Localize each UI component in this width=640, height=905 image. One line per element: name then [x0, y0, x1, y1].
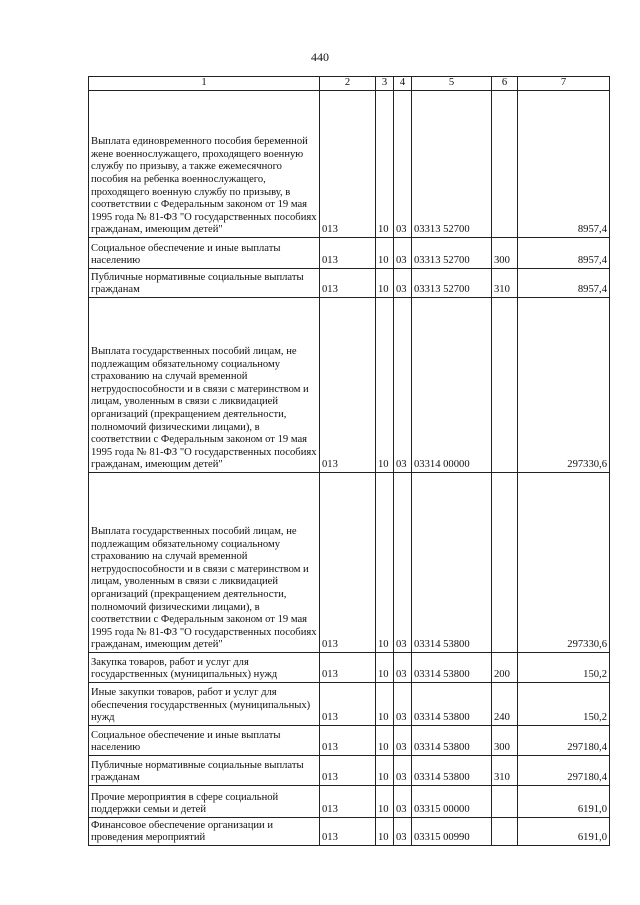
row-target-code: 03314 53800 [412, 683, 492, 726]
col-header-section: 3 [376, 77, 394, 91]
col-header-amount: 7 [518, 77, 610, 91]
row-section-code: 10 [376, 91, 394, 238]
row-subsection-code: 03 [394, 298, 412, 473]
row-section-code: 10 [376, 726, 394, 756]
row-ministry-code: 013 [320, 653, 376, 683]
col-header-target: 5 [412, 77, 492, 91]
row-section-code: 10 [376, 238, 394, 269]
row-ministry-code: 013 [320, 683, 376, 726]
row-subsection-code: 03 [394, 269, 412, 298]
row-name: Социальное обеспечение и иные выплаты населению [89, 726, 320, 756]
row-amount: 297180,4 [518, 726, 610, 756]
row-ministry-code: 013 [320, 786, 376, 818]
row-subsection-code: 03 [394, 726, 412, 756]
row-amount: 6191,0 [518, 786, 610, 818]
row-ministry-code: 013 [320, 91, 376, 238]
row-amount: 150,2 [518, 683, 610, 726]
table-body [89, 91, 610, 846]
row-subsection-code: 03 [394, 756, 412, 786]
row-target-code: 03314 53800 [412, 756, 492, 786]
row-ministry-code: 013 [320, 238, 376, 269]
table-header [89, 77, 610, 91]
row-amount: 150,2 [518, 653, 610, 683]
row-target-code: 03315 00990 [412, 818, 492, 846]
row-amount: 8957,4 [518, 91, 610, 238]
row-ministry-code: 013 [320, 298, 376, 473]
row-name: Выплата единовременного пособия беременной жене военнослужащего, проходящего военную службу по призыву, а также ежемесячного пособия на ребенка военнослужащего, проходящего военную службу по призыву, в соответствии с Федеральным законом от 19 мая 1995 года № 81-ФЗ "О государственных пособиях гражданам, имеющим детей" [89, 91, 320, 238]
row-name: Публичные нормативные социальные выплаты гражданам [89, 269, 320, 298]
row-section-code: 10 [376, 786, 394, 818]
row-expense-type-code [492, 818, 518, 846]
table-row [89, 756, 610, 786]
row-name: Публичные нормативные социальные выплаты гражданам [89, 756, 320, 786]
row-ministry-code: 013 [320, 726, 376, 756]
row-ministry-code: 013 [320, 473, 376, 653]
row-ministry-code: 013 [320, 269, 376, 298]
row-section-code: 10 [376, 683, 394, 726]
row-target-code: 03314 00000 [412, 298, 492, 473]
row-amount: 297330,6 [518, 473, 610, 653]
header-row [89, 77, 610, 91]
col-header-subsection: 4 [394, 77, 412, 91]
row-expense-type-code: 200 [492, 653, 518, 683]
row-amount: 297330,6 [518, 298, 610, 473]
table-row [89, 269, 610, 298]
row-name: Социальное обеспечение и иные выплаты населению [89, 238, 320, 269]
row-section-code: 10 [376, 298, 394, 473]
row-expense-type-code: 240 [492, 683, 518, 726]
row-expense-type-code [492, 473, 518, 653]
row-section-code: 10 [376, 653, 394, 683]
row-name: Финансовое обеспечение организации и проведения мероприятий [89, 818, 320, 846]
col-header-ministry: 2 [320, 77, 376, 91]
row-subsection-code: 03 [394, 653, 412, 683]
table-row [89, 786, 610, 818]
row-name: Выплата государственных пособий лицам, не подлежащим обязательному социальному страхованию на случай временной нетрудоспособности и в связи с материнством и лицам, уволенным в связи с ликвидацией организаций (прекращением деятельности, полномочий физическими лицами), в соответствии с Федеральным законом от 19 мая 1995 года № 81-ФЗ "О государственных пособиях гражданам, имеющим детей" [89, 298, 320, 473]
table-row [89, 238, 610, 269]
row-expense-type-code [492, 298, 518, 473]
row-section-code: 10 [376, 473, 394, 653]
row-section-code: 10 [376, 269, 394, 298]
row-expense-type-code: 300 [492, 238, 518, 269]
row-section-code: 10 [376, 756, 394, 786]
table-row [89, 683, 610, 726]
row-target-code: 03314 53800 [412, 653, 492, 683]
row-subsection-code: 03 [394, 818, 412, 846]
row-name: Иные закупки товаров, работ и услуг для обеспечения государственных (муниципальных) нужд [89, 683, 320, 726]
table-row [89, 818, 610, 846]
budget-table [88, 76, 610, 846]
table-row [89, 298, 610, 473]
row-target-code: 03313 52700 [412, 238, 492, 269]
row-amount: 297180,4 [518, 756, 610, 786]
table-row [89, 653, 610, 683]
row-amount: 8957,4 [518, 238, 610, 269]
row-target-code: 03315 00000 [412, 786, 492, 818]
row-section-code: 10 [376, 818, 394, 846]
col-header-name: 1 [89, 77, 320, 91]
row-subsection-code: 03 [394, 786, 412, 818]
row-target-code: 03314 53800 [412, 726, 492, 756]
row-name: Закупка товаров, работ и услуг для государственных (муниципальных) нужд [89, 653, 320, 683]
page-number: 440 [311, 50, 329, 64]
row-name: Выплата государственных пособий лицам, не подлежащим обязательному социальному страхованию на случай временной нетрудоспособности и в связи с материнством и лицам, уволенным в связи с ликвидацией организаций (прекращением деятельности, полномочий физическими лицами), в соответствии с Федеральным законом от 19 мая 1995 года № 81-ФЗ "О государственных пособиях гражданам, имеющим детей" [89, 473, 320, 653]
row-expense-type-code: 300 [492, 726, 518, 756]
row-expense-type-code: 310 [492, 756, 518, 786]
row-amount: 8957,4 [518, 269, 610, 298]
row-expense-type-code [492, 786, 518, 818]
row-subsection-code: 03 [394, 473, 412, 653]
row-subsection-code: 03 [394, 238, 412, 269]
col-header-expense-type: 6 [492, 77, 518, 91]
row-expense-type-code: 310 [492, 269, 518, 298]
row-name: Прочие мероприятия в сфере социальной поддержки семьи и детей [89, 786, 320, 818]
row-ministry-code: 013 [320, 756, 376, 786]
row-subsection-code: 03 [394, 683, 412, 726]
row-target-code: 03314 53800 [412, 473, 492, 653]
row-ministry-code: 013 [320, 818, 376, 846]
table-row [89, 726, 610, 756]
table-row [89, 91, 610, 238]
row-target-code: 03313 52700 [412, 91, 492, 238]
row-subsection-code: 03 [394, 91, 412, 238]
row-amount: 6191,0 [518, 818, 610, 846]
table-row [89, 473, 610, 653]
row-expense-type-code [492, 91, 518, 238]
row-target-code: 03313 52700 [412, 269, 492, 298]
